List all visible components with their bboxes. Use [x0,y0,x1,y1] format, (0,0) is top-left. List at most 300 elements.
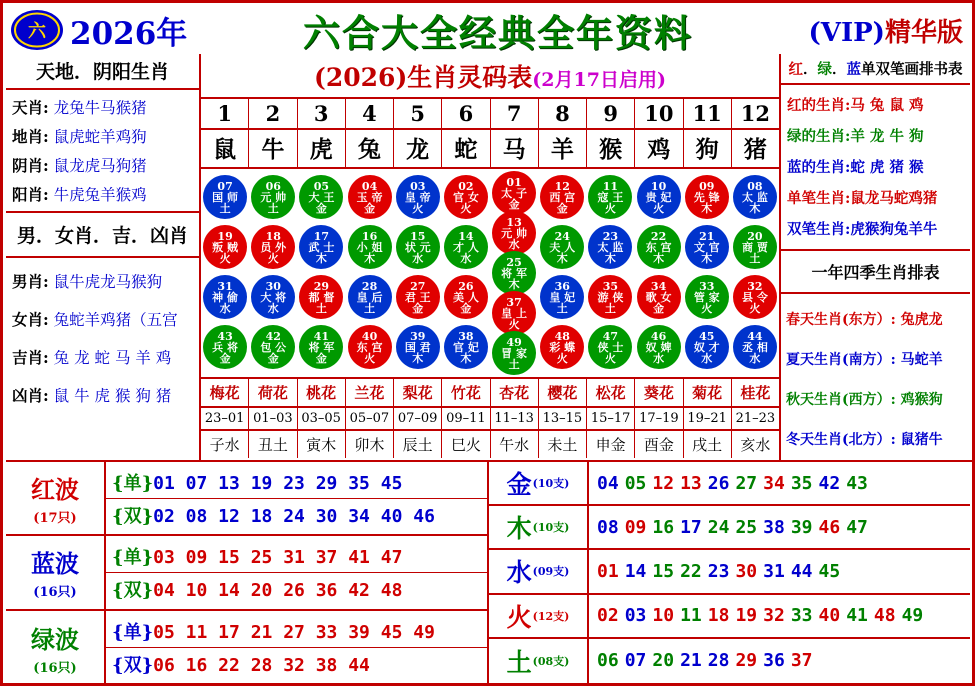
number-ball[interactable] [685,225,729,269]
element-number: 19 [735,605,758,627]
ball-name: 员 外 [260,240,287,254]
number-ball[interactable] [685,175,729,219]
ball-name: 东 宫 [356,340,383,354]
ball-element: 土 [604,301,616,315]
number-ball[interactable] [203,225,247,269]
ball-name: 管 家 [693,290,720,304]
ball-element: 木 [412,351,424,365]
ball-number: 10 [650,179,667,193]
ball-number: 43 [217,329,233,343]
stem-cell: 戌土 [684,431,732,458]
wave-line [106,615,487,648]
wave-label [6,611,106,685]
number-ball[interactable] [444,275,488,319]
ball-element: 火 [556,351,568,365]
ball-name: 文 官 [693,240,720,254]
ball-name: 西 宫 [549,190,576,204]
element-number: 36 [763,650,785,672]
ball-element: 木 [604,251,616,265]
wave-name: 蓝波 [31,549,79,579]
wave-count: (16只) [33,660,77,676]
stem-cell: 未土 [539,431,587,458]
wave-count: (17只) [33,511,77,527]
ball-number: 31 [217,279,233,293]
number-header-row [201,99,779,130]
element-number: 37 [790,650,813,672]
element-number: 03 [624,605,647,627]
zodiac-column [297,169,345,377]
ball-number: 08 [747,179,763,193]
number-ball[interactable] [685,275,729,319]
element-count: (08支) [532,654,570,668]
ball-number: 47 [602,329,619,343]
wave-line [106,540,487,573]
number-ball[interactable] [251,275,295,319]
number-ball[interactable] [492,291,536,335]
number-ball[interactable] [396,325,440,369]
number-ball[interactable] [348,225,392,269]
ball-name: 都 督 [308,290,335,304]
ball-element: 土 [267,201,279,215]
ball-number: 07 [217,179,233,193]
stem-cell: 酉金 [635,431,683,458]
column-number: 7 [491,99,539,128]
ball-name: 先 锋 [693,190,720,204]
element-label [489,550,589,592]
ball-element: 木 [460,351,472,365]
ball-number: 37 [506,295,522,309]
number-ball[interactable] [637,225,681,269]
bottom-section [6,460,972,683]
wave-line [106,573,487,605]
number-ball[interactable] [396,225,440,269]
ball-element: 水 [267,301,279,315]
flower-cell: 梅花 [201,379,249,406]
element-label [489,506,589,548]
ball-name: 奴 才 [693,340,720,354]
zodiac-column [683,169,731,377]
element-number: 21 [680,650,702,672]
ball-element: 木 [749,201,761,215]
ball-element: 水 [508,237,520,251]
number-ball[interactable] [348,325,392,369]
number-ball[interactable] [733,225,777,269]
stem-cell: 卯木 [346,431,394,458]
ball-name: 彩 蝶 [549,340,576,354]
ball-name: 贵 妃 [645,190,672,204]
wave-numbers-block [106,536,487,608]
element-number: 22 [680,560,702,582]
number-ball[interactable] [396,175,440,219]
number-ball[interactable] [540,325,584,369]
vip-edition: 精华版 [884,17,963,48]
ball-name: 元 帅 [501,226,527,240]
ball-name: 国 师 [212,190,238,204]
zodiac-column [635,169,683,377]
ball-number: 38 [458,329,474,343]
ball-name: 东 宫 [645,240,672,254]
ball-number: 40 [361,329,378,343]
element-count: (10支) [532,477,570,491]
ball-number: 09 [699,179,715,193]
ball-name: 大 将 [260,290,287,304]
element-number: 04 [597,472,619,494]
flower-cell: 兰花 [346,379,394,406]
right-box1 [781,85,970,251]
list-item: 阴肖: 鼠龙虎马狗猪 [12,155,147,175]
ball-name: 官 妃 [452,340,479,354]
ball-element: 火 [604,201,616,215]
mid-title [201,54,779,99]
ball-number: 34 [650,279,667,293]
number-ball[interactable] [733,275,777,319]
wave-numbers-block [106,611,487,685]
time-cell: 11–13 [491,408,539,429]
element-number: 44 [790,560,813,582]
wave-numbers-block [106,462,487,534]
list-item: 春天生肖(东方）: 兔虎龙 [786,312,943,328]
ball-element: 火 [701,301,713,315]
time-row [201,406,779,429]
column-number: 11 [684,99,732,128]
element-number: 27 [735,472,758,494]
ball-number: 12 [554,179,570,193]
right-box2 [781,294,970,464]
wave-line [106,466,487,499]
number-ball[interactable] [588,325,632,369]
column-number: 10 [635,99,683,128]
zodiac-column [442,169,490,377]
element-name: 金 [506,470,532,500]
element-number: 30 [735,560,758,582]
wave-name: 红波 [31,475,79,505]
wave-numbers: 03 09 15 25 31 37 41 47 [153,546,403,568]
element-number: 39 [790,516,813,538]
ball-name: 商 贾 [741,240,768,254]
ball-element: 火 [508,317,520,331]
wave-parity-tag: {双} [112,505,154,527]
wave-row [6,462,487,536]
number-ball[interactable] [492,251,536,295]
ball-number: 22 [650,229,667,243]
ball-element: 金 [412,301,424,315]
ball-element: 水 [701,351,713,365]
number-ball[interactable] [685,325,729,369]
column-number: 8 [539,99,587,128]
ball-number: 17 [313,229,330,243]
element-label [489,639,589,683]
ball-element: 土 [508,357,520,371]
ball-element: 金 [219,351,231,365]
time-cell: 23–01 [201,408,249,429]
ball-number: 06 [265,179,281,193]
stem-cell: 申金 [587,431,635,458]
ball-number: 01 [506,175,522,189]
ball-name: 叛 贼 [212,240,238,254]
ball-name: 才 人 [452,240,479,254]
header-year: 2026年 [70,15,188,52]
number-ball[interactable] [588,275,632,319]
ball-element: 火 [364,351,376,365]
element-number: 38 [763,516,785,538]
number-ball[interactable] [540,225,584,269]
number-ball[interactable] [444,175,488,219]
ball-name: 太 监 [741,190,768,204]
ball-number: 30 [265,279,281,293]
number-ball[interactable] [637,325,681,369]
element-number: 25 [735,516,758,538]
ball-element: 金 [556,201,568,215]
ball-number: 20 [747,229,763,243]
number-ball[interactable] [299,175,343,219]
number-ball[interactable] [444,225,488,269]
column-zodiac: 鸡 [635,130,683,167]
element-number: 05 [624,472,647,494]
number-ball[interactable] [733,325,777,369]
flower-cell: 樱花 [539,379,587,406]
ball-element: 火 [267,251,279,265]
left-column [6,54,201,460]
wave-name: 绿波 [31,624,79,654]
flower-cell: 荷花 [249,379,297,406]
element-number: 34 [763,472,785,494]
list-item: 红的生肖:马 兔 鼠 鸡 [787,97,924,114]
ball-element: 木 [364,251,376,265]
wave-numbers: 04 10 14 20 26 36 42 48 [153,579,403,601]
ball-name: 兵 将 [212,340,238,354]
column-number: 4 [346,99,394,128]
wave-row [6,536,487,610]
element-row [489,550,970,594]
number-ball[interactable] [637,275,681,319]
time-cell: 03–05 [298,408,346,429]
ball-name: 冒 家 [501,346,527,360]
ball-name: 小 姐 [356,240,383,254]
list-item: 蓝的生肖:蛇 虎 猪 猴 [787,159,924,176]
element-name: 木 [506,514,532,544]
number-ball[interactable] [251,175,295,219]
ball-element: 木 [653,251,665,265]
element-number: 31 [763,560,785,582]
number-ball[interactable] [540,175,584,219]
element-number: 35 [790,472,813,494]
ball-number: 05 [313,179,330,193]
ball-number: 21 [699,229,715,243]
ball-name: 皇 妃 [549,290,576,304]
vip-label: (VIP) [808,17,885,48]
list-item: 双笔生肖:虎猴狗兔羊牛 [787,221,938,238]
wave-numbers: 02 08 12 18 24 30 34 40 46 [153,505,435,527]
ball-element: 火 [604,351,616,365]
ball-name: 神 偷 [212,290,238,304]
list-item: 阳肖: 牛虎兔羊猴鸡 [12,184,147,204]
ball-number: 36 [554,279,570,293]
element-count: (10支) [532,521,570,535]
element-number: 14 [624,560,647,582]
number-ball[interactable] [396,275,440,319]
element-number: 32 [763,605,785,627]
number-ball[interactable] [492,171,536,215]
ball-number: 41 [313,329,330,343]
column-zodiac: 鼠 [201,130,249,167]
list-item: 绿的生肖:羊 龙 牛 狗 [787,128,924,145]
element-numbers [589,650,970,671]
time-cell: 15–17 [587,408,635,429]
zodiac-header-row [201,130,779,169]
element-number: 48 [873,605,896,627]
ball-name: 大 王 [308,190,335,204]
column-number: 2 [249,99,297,128]
number-ball[interactable] [251,325,295,369]
mid-title-main: (2026)生肖灵码表 [314,63,533,92]
number-ball[interactable] [299,325,343,369]
column-zodiac: 虎 [298,130,346,167]
flower-cell: 菊花 [684,379,732,406]
element-count: (09支) [532,565,570,579]
ball-name: 元 帅 [260,190,287,204]
time-cell: 21–23 [735,411,776,426]
column-number: 6 [442,99,490,128]
number-ball[interactable] [733,175,777,219]
ball-element: 木 [701,201,713,215]
element-row [489,462,970,506]
number-ball[interactable] [588,175,632,219]
number-ball[interactable] [348,175,392,219]
number-ball[interactable] [348,275,392,319]
element-table [489,462,970,683]
time-cell: 17–19 [635,408,683,429]
ball-element: 金 [508,197,520,211]
time-cell: 13–15 [539,408,587,429]
number-ball[interactable] [637,175,681,219]
wave-count: (16只) [33,585,77,601]
ball-element: 水 [412,251,424,265]
time-cell: 05–07 [346,408,394,429]
ball-name: 侠 士 [597,340,624,354]
element-row [489,639,970,683]
ball-element: 火 [653,201,665,215]
ball-element: 土 [556,301,568,315]
svg-text:六: 六 [28,21,46,42]
zodiac-column [394,169,442,377]
ball-number: 16 [361,229,378,243]
ball-element: 火 [749,301,761,315]
number-ball[interactable] [492,211,536,255]
element-number: 01 [597,560,619,582]
element-number: 46 [818,516,841,538]
zodiac-column [201,169,249,377]
element-number: 43 [846,472,868,494]
wave-parity-tag: {单} [112,546,154,568]
column-zodiac: 兔 [346,130,394,167]
number-ball[interactable] [588,225,632,269]
number-ball[interactable] [203,325,247,369]
number-ball[interactable] [299,275,343,319]
column-zodiac: 狗 [684,130,732,167]
zodiac-ball-grid [201,169,779,377]
ball-number: 45 [699,329,715,343]
ball-number: 04 [361,179,378,193]
wave-row [6,611,487,685]
number-ball[interactable] [492,331,536,375]
ball-element: 金 [315,201,327,215]
element-number: 42 [818,472,841,494]
ball-name: 君 王 [404,290,431,304]
element-name: 水 [506,558,532,588]
number-ball[interactable] [299,225,343,269]
element-number: 13 [680,472,702,494]
number-ball[interactable] [444,325,488,369]
number-ball[interactable] [540,275,584,319]
ball-element: 水 [460,251,472,265]
time-cell: 01–03 [249,408,297,429]
ball-element: 土 [219,201,231,215]
stem-cell: 丑土 [249,431,297,458]
ball-name: 游 侠 [597,290,624,304]
ball-name: 官 女 [452,190,479,204]
stem-cell: 巳火 [442,431,490,458]
list-item: 地肖: 鼠虎蛇羊鸡狗 [12,126,147,146]
wave-parity-tag: {双} [112,579,154,601]
ball-element: 水 [749,351,761,365]
stem-cell: 子水 [201,431,249,458]
list-item: 吉肖: 兔 龙 蛇 马 羊 鸡 [12,348,172,367]
element-number: 02 [597,605,619,627]
element-numbers [589,517,970,538]
ball-name: 皇 上 [501,306,527,320]
element-numbers [589,605,970,626]
number-ball[interactable] [203,175,247,219]
element-name: 火 [506,602,532,632]
ball-number: 25 [506,255,522,269]
list-item: 男肖: 鼠牛虎龙马猴狗 [12,272,163,291]
element-name: 土 [506,647,532,677]
list-item: 秋天生肖(西方）: 鸡猴狗 [786,392,943,408]
stem-row [201,429,779,458]
ball-name: 将 军 [501,266,527,280]
element-number: 06 [597,650,619,672]
ball-element: 火 [219,251,231,265]
time-cell: 07–09 [394,408,442,429]
ball-number: 19 [217,229,233,243]
flower-cell: 桃花 [298,379,346,406]
ball-number: 02 [458,179,474,193]
element-number: 09 [624,516,647,538]
left-box2 [6,258,199,418]
wave-line [106,499,487,531]
element-number: 12 [652,472,675,494]
number-ball[interactable] [251,225,295,269]
list-item: 女肖: 兔蛇羊鸡猪（五宫 [12,310,178,329]
element-number: 40 [818,605,841,627]
element-number: 26 [707,472,730,494]
ball-name: 夫 人 [549,240,576,254]
stem-cell: 寅木 [298,431,346,458]
ball-number: 33 [699,279,715,293]
zodiac-column [249,169,297,377]
ball-element: 木 [315,251,327,265]
column-zodiac: 蛇 [442,130,490,167]
time-cell: 09–11 [442,408,490,429]
ball-number: 39 [410,329,426,343]
zodiac-column [731,169,779,377]
number-ball[interactable] [203,275,247,319]
ball-name: 奴 婢 [645,340,672,354]
wave-parity-tag: {双} [112,655,154,677]
zodiac-column [538,169,586,377]
ball-name: 寇 王 [597,190,624,204]
ball-element: 土 [749,251,761,265]
